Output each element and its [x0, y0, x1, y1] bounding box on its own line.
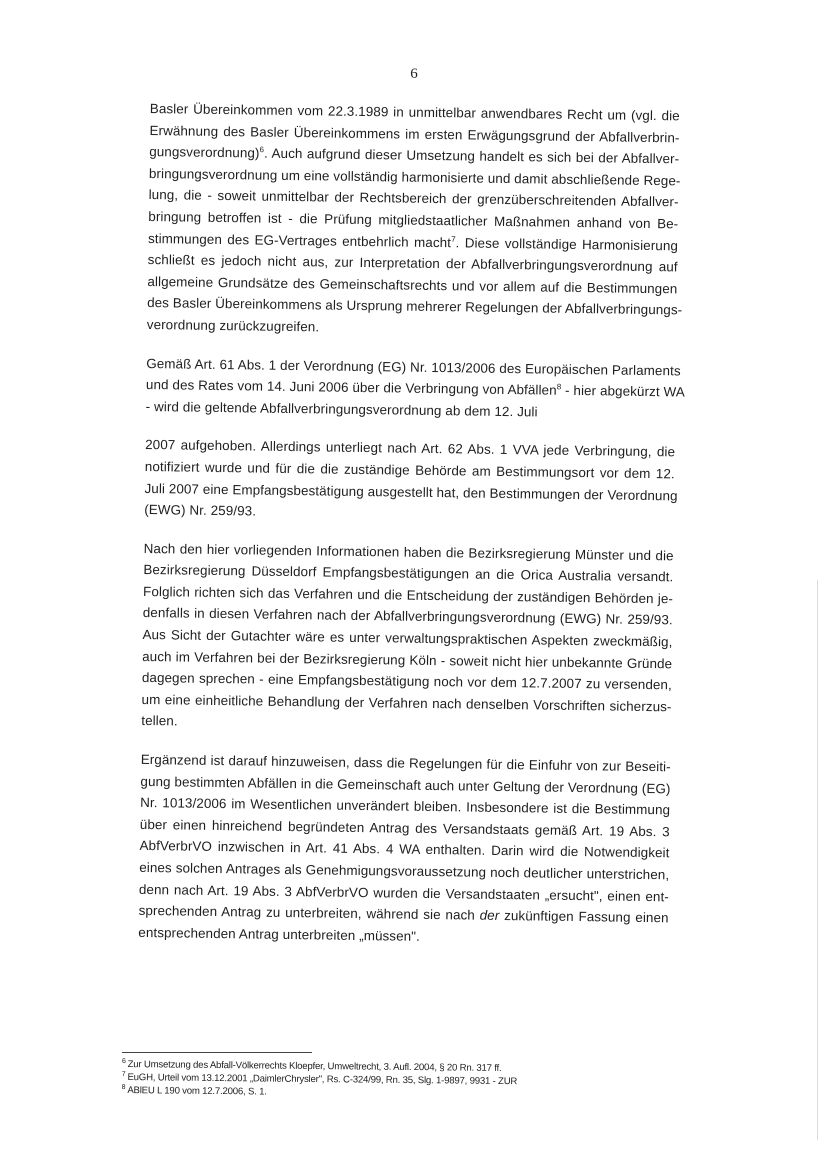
line-text: gungsverordnung) [149, 144, 260, 161]
line-text-cont: - hier abgekürzt WA [561, 382, 685, 400]
paragraph [146, 98, 683, 343]
line-text-cont: . Auch aufgrund dieser Umsetzung handelt es sich bei der Abfallver- [263, 145, 680, 167]
line-text: Folglich richten sich das Verfahren und die Entscheidung der zuständigen Behörden je- [143, 583, 674, 607]
line-text: Bezirksregierung Düsseldorf Empfangsbestätigungen an die Orica Australia versandt. [143, 562, 674, 585]
line-text: AbfVerbrVO inzwischen in Art. 41 Abs. 4 WA enthalten. Darin wird die Notwendigkeit [139, 838, 670, 861]
line-text: über einen hinreichend begründeten Antrag des Versandstaats gemäß Art. 19 Abs. 3 [139, 816, 670, 840]
footnote-mark: 7 [121, 1070, 126, 1078]
footnote-text: Zur Umsetzung des Abfall-Völkerrechts Kloepfer, Umweltrecht, 3. Aufl. 2004, § 20 Rn. 317 ff. [127, 1059, 502, 1074]
footnote-mark: 6 [121, 1057, 126, 1065]
paragraph [144, 434, 678, 528]
line-text: dagegen sprechen - eine Empfangsbestätigung noch vor dem 12.7.2007 zu versenden, [141, 670, 672, 693]
line-text: - wird die geltende Abfallverbringungsverordnung ab dem 12. Juli [145, 398, 538, 420]
line-text: des Basler Übereinkommens als Ursprung mehrerer Regelungen der Abfallverbringungs- [147, 295, 683, 318]
line-text: denfalls in diesen Verfahren nach der Abfallverbringungsverordnung (EWG) Nr. 259/93. [142, 605, 673, 628]
paragraph [138, 749, 671, 951]
footnote-ref: 8 [556, 382, 562, 392]
line-text: Basler Übereinkommen vom 22.3.1989 in unmittelbar anwendbares Recht um (vgl. die [149, 100, 680, 124]
line-text: gung bestimmten Abfällen in die Gemeinschaft auch unter Geltung der Verordnung (EG) [140, 773, 671, 796]
footnote-text: EuGH, Urteil vom 13.12.2001 „DaimlerChrysler", Rs. C-324/99, Rn. 35, Slg. 1-9897, 9931 - ZUR [127, 1072, 518, 1088]
line-text: lung, die - soweit unmittelbar der Rechtsbereich der grenzüberschreitenden Abfallver- [148, 187, 679, 210]
footnote-ref: 6 [259, 145, 265, 155]
paragraph [145, 353, 685, 425]
line-text: um eine einheitliche Behandlung der Verfahren nach denselben Vorschriften sicherzus- [141, 691, 672, 715]
emphasis: der [479, 907, 500, 924]
line-text: tellen. [141, 713, 178, 729]
line-text: Aus Sicht der Gutachter wäre es unter verwaltungspraktischen Aspekten zweckmäßig, [142, 627, 673, 650]
body-text [138, 98, 685, 951]
line-text: notifiziert wurde und für die die zuständige Behörde am Bestimmungsort vor dem 12. [144, 458, 675, 482]
footnote-separator [122, 1052, 312, 1053]
footnote-mark: 8 [121, 1083, 126, 1091]
paragraph [141, 538, 674, 740]
line-text-cont: zukünftigen Fassung einen [499, 908, 669, 926]
scan-edge-line [817, 580, 818, 1140]
line-text-cont: . Diese vollständige Harmonisierung [455, 234, 679, 253]
footnotes [122, 1058, 542, 1101]
line-text: Erwähnung des Basler Übereinkommens im ersten Erwägungsgrund der Abfallverbrin- [149, 122, 680, 145]
line-text: entsprechenden Antrag unterbreiten „müssen". [138, 924, 421, 944]
line-text: Nach den hier vorliegenden Informationen haben die Bezirksregierung Münster und die [143, 540, 674, 564]
line-text: sprechenden Antrag zu unterbreiten, während sie nach [138, 903, 480, 923]
line-text: Juli 2007 eine Empfangsbestätigung ausgestellt hat, den Bestimmungen der Verordnung [144, 480, 678, 503]
line-text: schließt es jedoch nicht aus, zur Interpretation der Abfallverbringungsverordnung auf [147, 252, 678, 275]
line-text: allgemeine Grundsätze des Gemeinschaftsrechts und vor allem auf die Bestimmungen [147, 273, 678, 297]
line-text: bringung betroffen ist - die Prüfung mitgliedstaatlicher Maßnahmen anhand von Be- [148, 208, 679, 232]
line-text: bringungsverordnung um eine vollständig harmonisierte und damit abschließende Rege- [148, 165, 681, 189]
line-text: stimmungen des EG-Vertrages entbehrlich macht [147, 230, 452, 250]
line-text: eines solchen Antrages als Genehmigungsvoraussetzung noch deutlicher unterstrichen, [139, 859, 670, 883]
line-text: und des Rates vom 14. Juni 2006 über die Verbringung von Abfällen [145, 377, 557, 398]
page-number: 6 [410, 66, 418, 82]
line-text: Gemäß Art. 61 Abs. 1 der Verordnung (EG) Nr. 1013/2006 des Europäischen Parlaments [146, 355, 681, 378]
line-text: Nr. 1013/2006 im Wesentlichen unverändert bleiben. Insbesondere ist die Bestimmung [140, 795, 671, 818]
line-text: Ergänzend ist darauf hinzuweisen, dass die Regelungen für die Einfuhr von zur Beseiti- [140, 751, 671, 775]
footnote-ref: 7 [451, 234, 456, 244]
line-text: 2007 aufgehoben. Allerdings unterliegt nach Art. 62 Abs. 1 VVA jede Verbringung, die [145, 437, 676, 460]
footnote-text: ABlEU L 190 vom 12.7.2006, S. 1. [127, 1085, 267, 1098]
line-text: denn nach Art. 19 Abs. 3 AbfVerbrVO wurden die Versandstaaten „ersucht", einen ent- [138, 881, 670, 904]
line-text: auch im Verfahren bei der Bezirksregierung Köln - soweit nicht hier unbekannte Gründe [142, 648, 673, 672]
line-text: verordnung zurückzugreifen. [146, 316, 320, 335]
line-text: (EWG) Nr. 259/93. [144, 502, 257, 519]
